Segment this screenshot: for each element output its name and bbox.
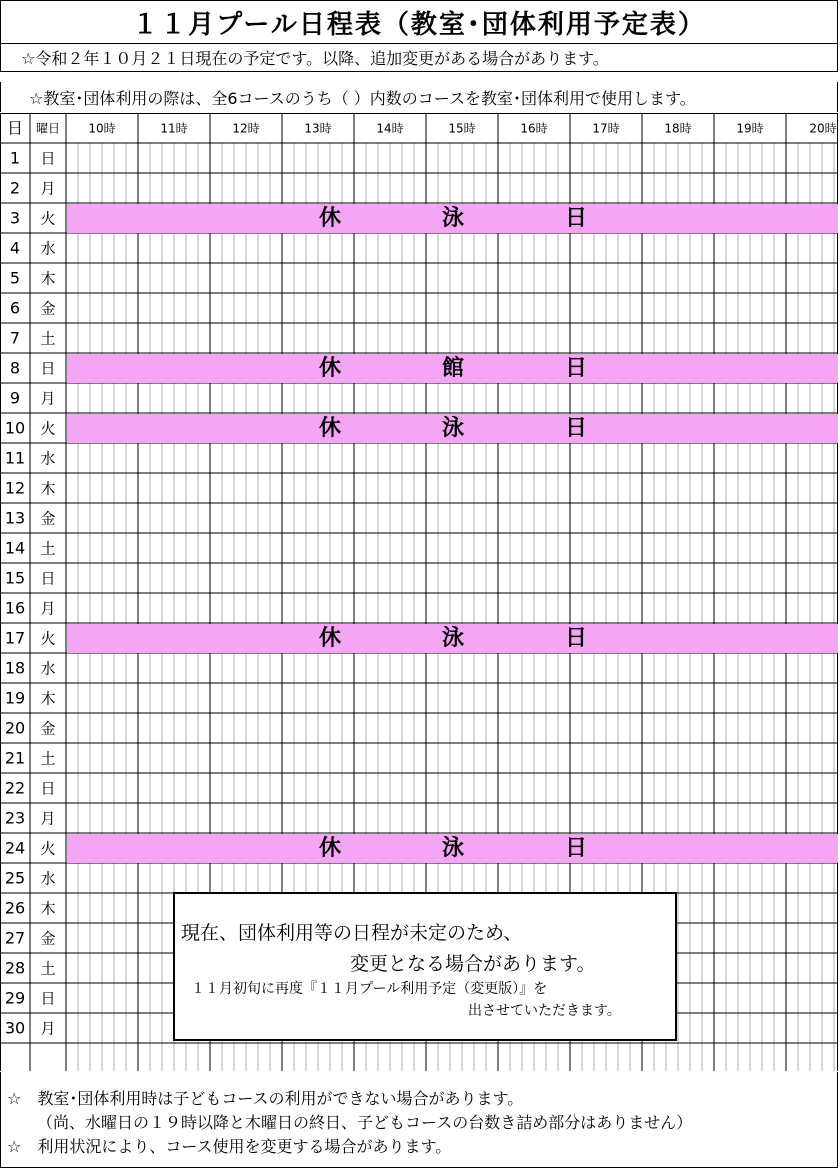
hour-header: 13時 [304,121,332,136]
hour-header: 16時 [520,121,548,136]
day-number: 3 [9,208,21,228]
weekday-cell: 土 [40,539,56,558]
closed-label-char: 日 [564,416,588,441]
closed-label-char: 館 [441,356,465,381]
closed-label-char: 休 [318,626,342,651]
weekday-cell: 水 [40,869,56,888]
notice-line-3: １１月初旬に再度『１１月プール利用予定（変更版）』を [191,981,548,997]
closed-label-char: 泳 [441,206,465,231]
footer-notes [0,1072,838,1168]
closed-label-char: 泳 [441,836,465,861]
weekday-cell: 木 [40,269,56,288]
closed-label-char: 泳 [441,416,465,441]
day-number: 12 [4,478,26,498]
closed-label-char: 日 [564,626,588,651]
page-title: １１月プール日程表（教室･団体利用予定表） [0,0,838,44]
weekday-cell: 水 [40,449,56,468]
weekday-cell: 土 [40,749,56,768]
weekday-cell: 木 [40,689,56,708]
footer-line-1: ☆ 教室･団体利用時は子どもコースの利用ができない場合があります。 [7,1089,524,1108]
weekday-cell: 月 [40,599,56,618]
weekday-cell: 火 [40,209,56,228]
day-number: 13 [4,508,26,528]
weekday-cell: 金 [40,299,56,318]
weekday-cell: 木 [40,479,56,498]
day-number: 10 [4,418,26,438]
day-number: 4 [9,238,21,258]
closed-label-char: 休 [318,836,342,861]
hour-header: 19時 [736,121,764,136]
weekday-cell: 日 [40,569,56,588]
day-number: 2 [9,178,21,198]
day-number: 28 [4,958,26,978]
day-number: 21 [4,748,26,768]
weekday-cell: 木 [40,899,56,918]
weekday-cell: 日 [40,989,56,1008]
weekday-cell: 日 [40,149,56,168]
day-number: 5 [9,268,21,288]
weekday-cell: 日 [40,779,56,798]
weekday-cell: 火 [40,629,56,648]
weekday-cell: 水 [40,659,56,678]
notice-line-1: 現在、団体利用等の日程が未定のため、 [181,922,523,944]
day-number: 19 [4,688,26,708]
day-number: 26 [4,898,26,918]
usage-note: ☆教室･団体利用の際は、全6コースのうち（ ）内数のコースを教室･団体利用で使用します。 [0,82,838,112]
weekday-cell: 金 [40,929,56,948]
hour-header: 18時 [664,121,692,136]
closed-label-char: 日 [564,206,588,231]
day-number: 23 [4,808,26,828]
day-number: 9 [9,388,21,408]
day-number: 14 [4,538,26,558]
hour-header: 11時 [160,121,188,136]
weekday-cell: 月 [40,1019,56,1038]
weekday-cell: 火 [40,839,56,858]
closed-label-char: 日 [564,356,588,381]
weekday-cell: 金 [40,719,56,738]
notice-box [173,892,677,1041]
day-number: 8 [9,358,21,378]
day-number: 24 [4,838,26,858]
day-number: 27 [4,928,26,948]
footer-line-3: ☆ 利用状況により、コース使用を変更する場合があります。 [7,1137,452,1156]
weekday-cell: 月 [40,179,56,198]
day-number: 15 [4,568,26,588]
status-note: ☆令和２年１０月２１日現在の予定です。以降、追加変更がある場合があります。 [0,44,838,72]
weekday-cell: 日 [40,359,56,378]
day-number: 25 [4,868,26,888]
closed-label-char: 日 [564,836,588,861]
hour-header: 14時 [376,121,404,136]
weekday-cell: 土 [40,329,56,348]
day-number: 18 [4,658,26,678]
hour-header: 12時 [232,121,260,136]
weekday-cell: 火 [40,419,56,438]
day-number: 6 [9,298,21,318]
notice-line-4: 出させていただきます。 [468,1003,621,1019]
hour-header: 20時 [809,121,837,136]
hour-header: 10時 [88,121,116,136]
weekday-cell: 土 [40,959,56,978]
day-number: 22 [4,778,26,798]
day-number: 11 [4,448,26,468]
weekday-cell: 月 [40,389,56,408]
day-number: 30 [4,1018,26,1038]
closed-label-char: 泳 [441,626,465,651]
notice-line-2: 変更となる場合があります。 [350,953,596,975]
day-number: 20 [4,718,26,738]
closed-label-char: 休 [318,416,342,441]
weekday-cell: 水 [40,239,56,258]
weekday-header: 曜日 [35,121,61,136]
day-header: 日 [6,118,24,138]
closed-label-char: 休 [318,356,342,381]
day-number: 16 [4,598,26,618]
day-number: 17 [4,628,26,648]
day-number: 1 [9,148,21,168]
footer-line-2: （尚、水曜日の１９時以降と木曜日の終日、子どもコースの台数き詰め部分はありません） [37,1113,693,1132]
hour-header: 17時 [592,121,620,136]
closed-label-char: 休 [318,206,342,231]
hour-header: 15時 [448,121,476,136]
weekday-cell: 月 [40,809,56,828]
day-number: 29 [4,988,26,1008]
weekday-cell: 金 [40,509,56,528]
day-number: 7 [9,328,21,348]
